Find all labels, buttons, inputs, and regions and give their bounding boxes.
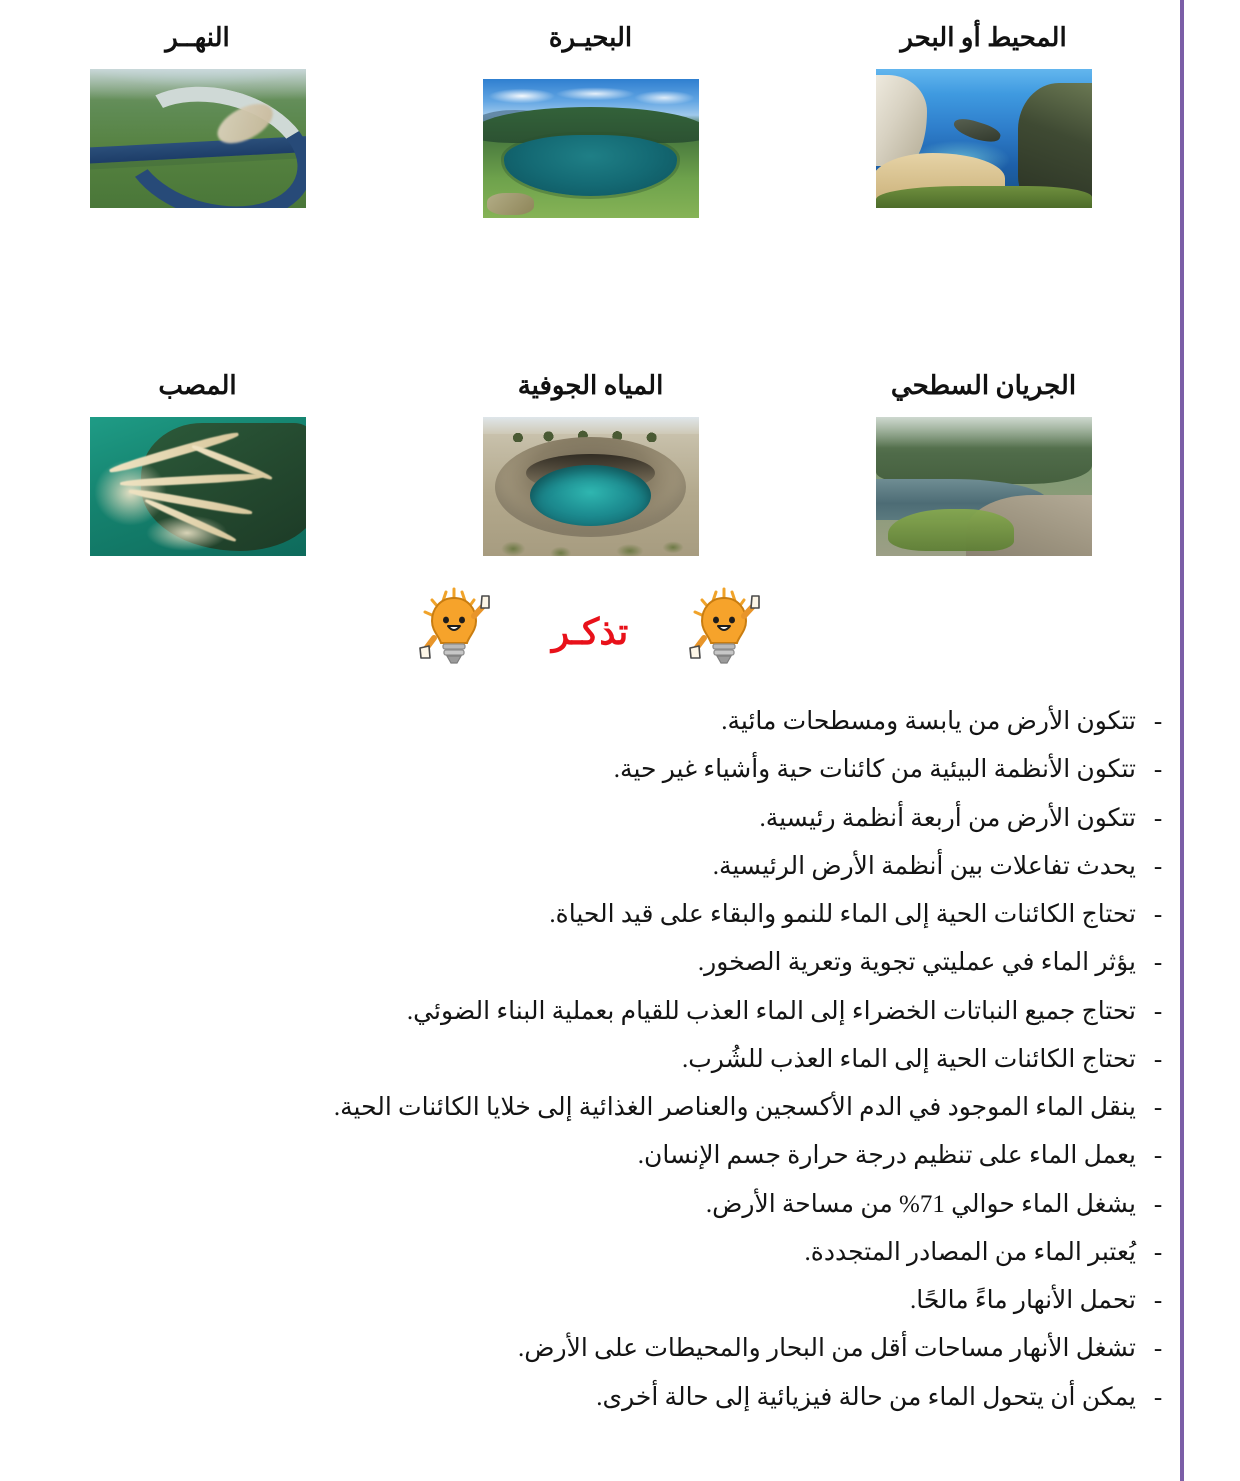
lightbulb-mascot-icon [686,586,764,678]
estuary-delta-photo [90,417,306,556]
gallery-row [0,370,1180,556]
bullet-dash-marker: - [1153,708,1163,735]
remember-label: تذكـر [551,612,629,652]
gallery-caption-lake: البحيـرة [548,23,633,52]
list-item [910,1285,1180,1316]
water-bodies-gallery [0,0,1180,556]
bullet-dash-marker: - [1153,997,1163,1025]
list-item-text: تحمل الأنهار ماءً مالحًا. [909,1287,1136,1314]
list-item-text: تتكون الأرض من يابسة ومسطحات مائية. [721,708,1136,735]
list-item-text: تحتاج جميع النباتات الخضراء إلى الماء العذب للقيام بعملية البناء الضوئي. [406,997,1136,1025]
list-item [549,899,1180,930]
remember-banner [0,586,1180,678]
list-item [721,706,1180,737]
list-item-text: تشغل الأنهار مساحات أقل من البحار والمحيطات على الأرض. [518,1335,1136,1363]
bullet-dash-marker: - [1153,1045,1163,1073]
list-item [596,1382,1180,1413]
gallery-caption-groundwater: المياه الجوفية [517,371,664,401]
list-item [518,1333,1180,1364]
gallery-item-river [1,22,394,218]
list-item-text: يحدث تفاعلات بين أنظمة الأرض الرئيسية. [712,852,1136,880]
gallery-row [0,22,1180,218]
bullet-dash-marker: - [1153,852,1163,880]
page-accent-rule [1180,0,1184,1481]
list-item-text: تحتاج الكائنات الحية إلى الماء العذب للشُرب. [681,1045,1136,1073]
list-item [682,1044,1180,1075]
gallery-caption-ocean-sea: المحيط أو البحر [900,23,1067,52]
lightbulb-mascot-icon [416,586,494,678]
gallery-item-groundwater [394,370,787,556]
list-item-text: يُعتبر الماء من المصادر المتجددة. [804,1238,1136,1266]
list-item [638,1140,1180,1171]
bullet-dash-marker: - [1153,1094,1163,1121]
gallery-caption-estuary: المصب [158,371,237,401]
groundwater-sinkhole-photo [483,417,699,556]
bullet-dash-marker: - [1153,1335,1163,1363]
list-item [698,947,1180,978]
crater-lake-photo [483,79,699,218]
list-item-text: يمكن أن يتحول الماء من حالة فيزيائية إلى حالة أخرى. [596,1383,1136,1411]
bullet-dash-marker: - [1153,804,1163,832]
list-item [759,803,1180,834]
bullet-dash-marker: - [1153,756,1163,784]
ocean-sea-cove-photo [876,69,1092,208]
list-item-text: يؤثر الماء في عمليتي تجوية وتعرية الصخور. [697,949,1136,977]
bullet-dash-marker: - [1153,901,1163,928]
list-item [407,996,1180,1027]
remember-facts-list [0,706,1180,1430]
bullet-dash-marker: - [1153,1142,1163,1170]
list-item [614,754,1180,785]
gallery-item-lake [394,22,787,218]
list-item-text: تتكون الأنظمة البيئية من كائنات حية وأشياء غير حية. [613,756,1136,784]
bullet-dash-marker: - [1153,949,1163,977]
river-aerial-meander-photo [90,69,306,208]
gallery-caption-surface-runoff: الجريان السطحي [890,371,1077,401]
bullet-dash-marker: - [1153,1238,1163,1266]
bullet-dash-marker: - [1153,1383,1163,1411]
list-item-text: يعمل الماء على تنظيم درجة حرارة جسم الإنسان. [637,1142,1136,1170]
list-item-text: ينقل الماء الموجود في الدم الأكسجين والعناصر الغذائية إلى خلايا الكائنات الحية. [333,1094,1136,1121]
gallery-item-estuary [1,370,394,556]
surface-runoff-stream-photo [876,417,1092,556]
list-item [713,851,1180,882]
list-item [334,1092,1180,1123]
gallery-caption-river: النهــر [165,23,230,52]
list-item-text: يشغل الماء حوالي 71% من مساحة الأرض. [705,1190,1136,1218]
bullet-dash-marker: - [1153,1190,1163,1218]
bullet-dash-marker: - [1153,1287,1163,1314]
gallery-item-surface-runoff [787,370,1180,556]
list-item [706,1189,1180,1220]
list-item [804,1237,1180,1268]
gallery-item-ocean-sea [787,22,1180,218]
list-item-text: تحتاج الكائنات الحية إلى الماء للنمو والبقاء على قيد الحياة. [549,901,1136,928]
list-item-text: تتكون الأرض من أربعة أنظمة رئيسية. [759,804,1136,832]
